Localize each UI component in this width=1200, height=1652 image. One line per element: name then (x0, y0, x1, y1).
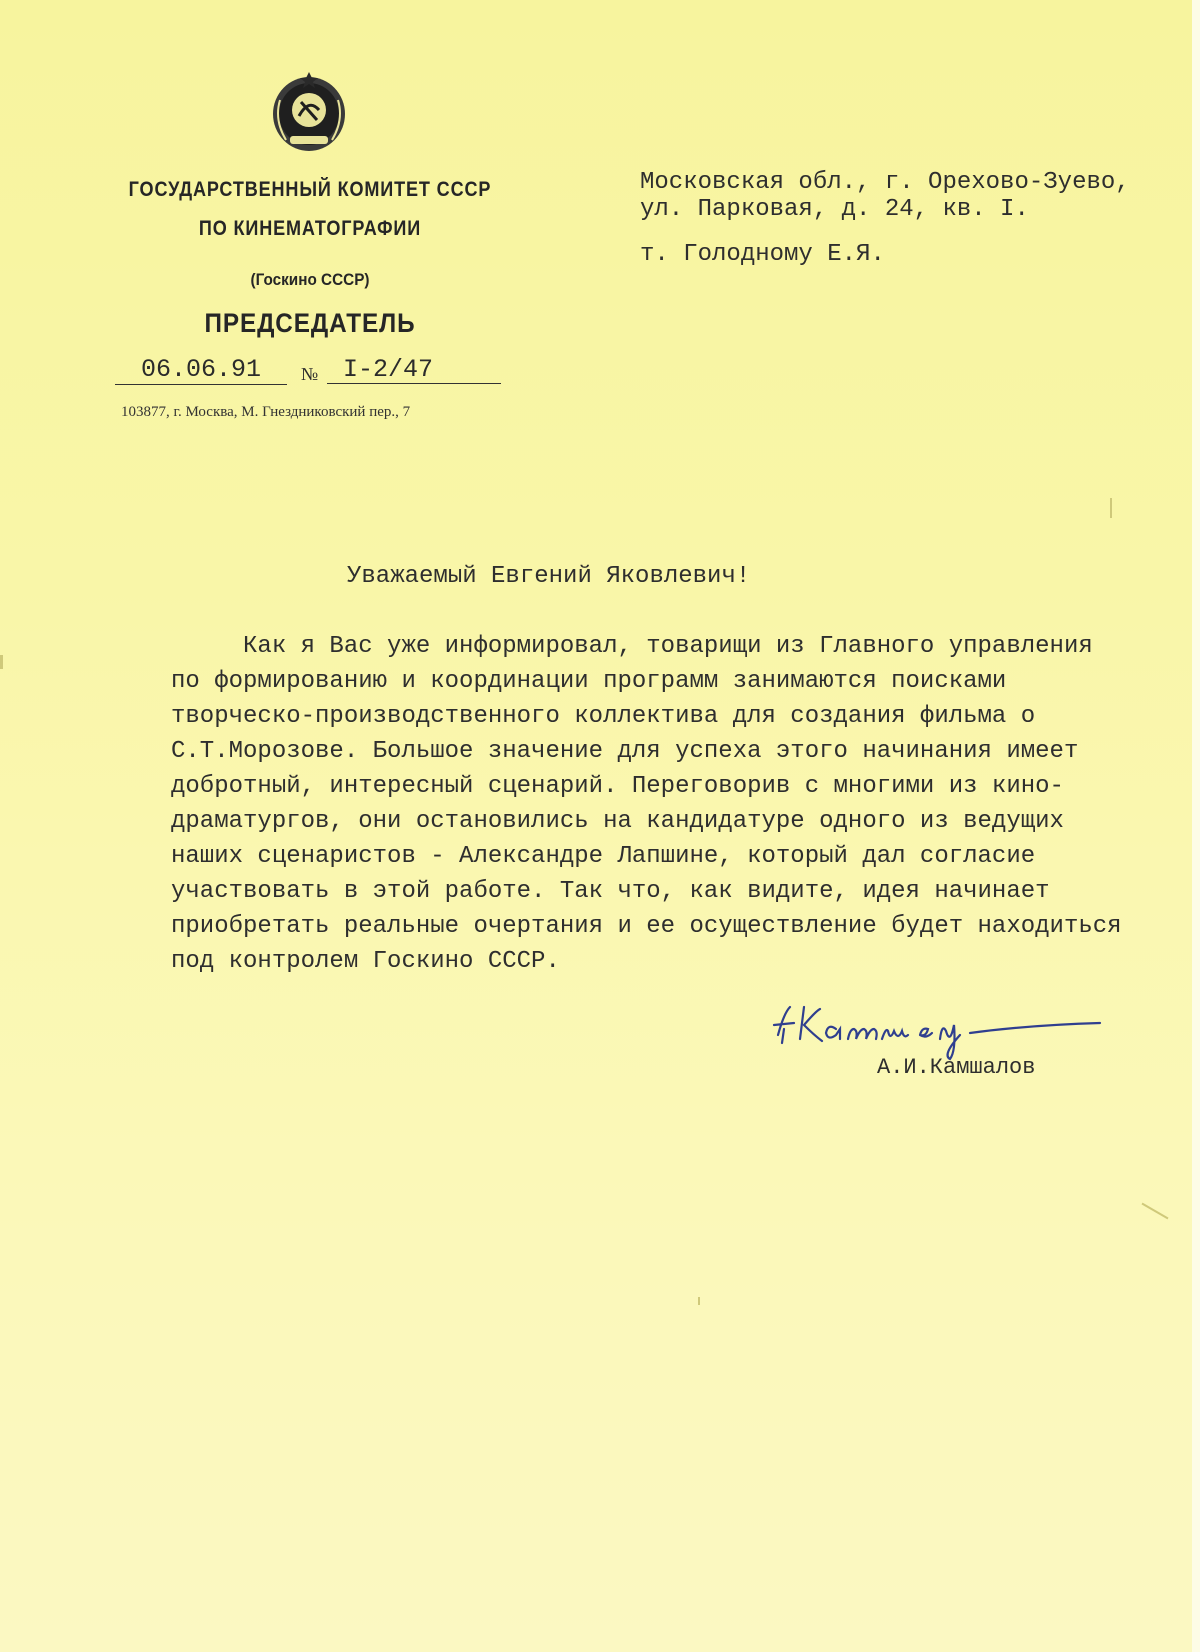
paper-mark (0, 655, 3, 669)
position-title: ПРЕДСЕДАТЕЛЬ (204, 308, 416, 338)
body-line: Как я Вас уже информировал, товарищи из Главного управления (171, 633, 1093, 660)
org-name-line2: ПО КИНЕМАТОГРАФИИ (198, 217, 422, 240)
body-line: приобретать реальные очертания и ее осуществление будет находиться (171, 913, 1122, 940)
body-line: С.Т.Морозове. Большое значение для успеха этого начинания имеет (171, 738, 1079, 765)
ussr-emblem-icon (268, 70, 350, 154)
recipient-address: Московская обл., г. Орехово-Зуево, ул. Парковая, д. 24, кв. I. (640, 169, 1130, 223)
body-line: добротный, интересный сценарий. Переговорив с многими из кино- (171, 773, 1064, 800)
body-line: участвовать в этой работе. Так что, как видите, идея начинает (171, 878, 1050, 905)
letter-body (171, 629, 1161, 979)
body-line: по формированию и координации программ занимаются поисками (171, 668, 1007, 695)
body-line: драматургов, они остановились на кандидатуре одного из ведущих (171, 808, 1064, 835)
recipient-name: т. Голодному Е.Я. (640, 241, 885, 268)
salutation: Уважаемый Евгений Яковлевич! (347, 563, 751, 590)
letter-number: I-2/47 (327, 356, 501, 384)
paper-mark (1142, 1203, 1169, 1220)
registration-line (115, 356, 501, 386)
paper-mark (1110, 498, 1112, 518)
letter-date: 06.06.91 (115, 356, 287, 385)
org-address: 103877, г. Москва, М. Гнездниковский пер., 7 (121, 404, 411, 420)
org-short-name: (Госкино СССР) (250, 270, 370, 289)
body-line: наших сценаристов - Александре Лапшине, который дал согласие (171, 843, 1036, 870)
body-line: творческо-производственного коллектива для создания фильма о (171, 703, 1036, 730)
paper-mark (698, 1297, 700, 1305)
body-line: под контролем Госкино СССР. (171, 948, 560, 975)
signer-name: А.И.Камшалов (877, 1055, 1036, 1080)
org-name-line1: ГОСУДАРСТВЕННЫЙ КОМИТЕТ СССР (128, 178, 492, 201)
page-edge (1192, 0, 1200, 1652)
number-sign: № (301, 364, 319, 384)
